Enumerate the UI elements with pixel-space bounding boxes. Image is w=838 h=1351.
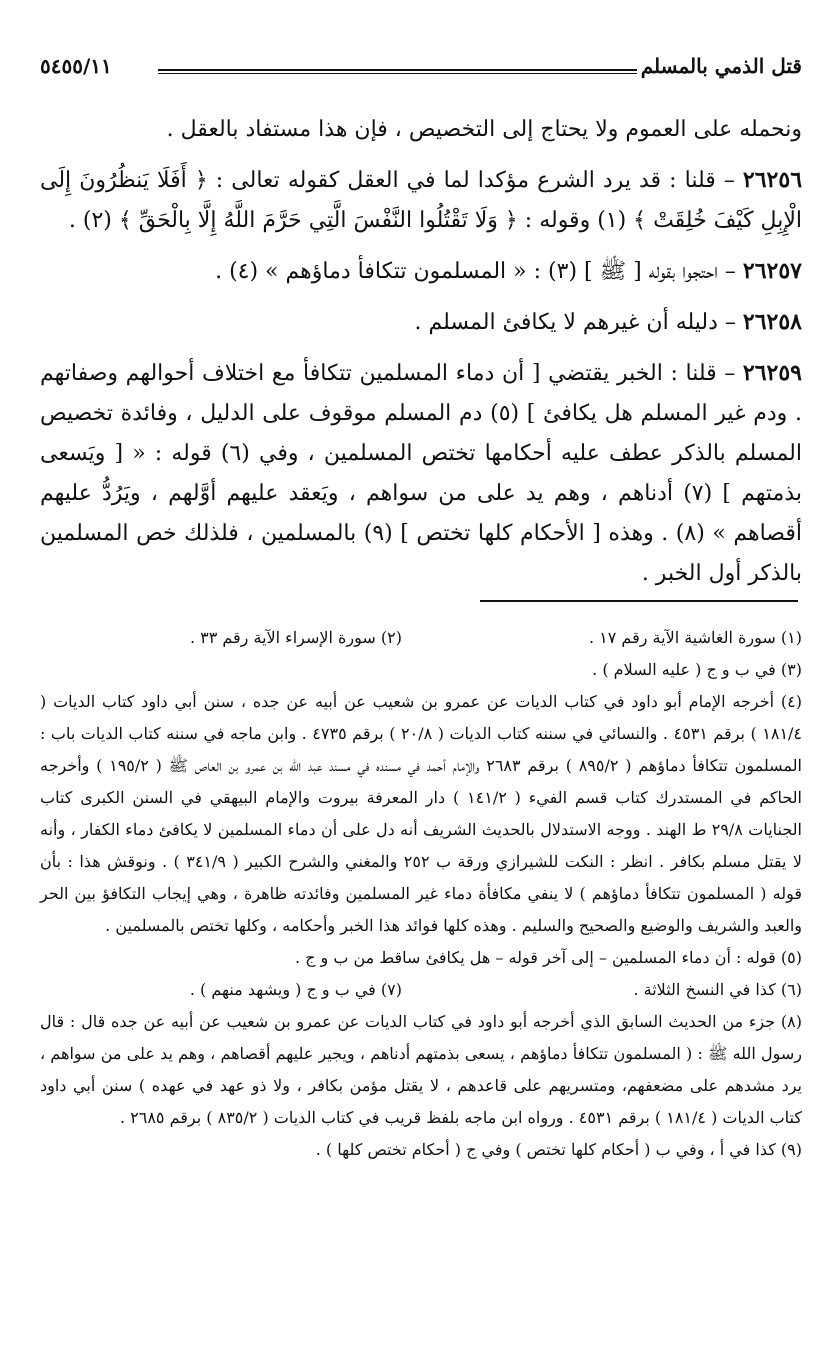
footnote-2: (٢) سورة الإسراء الآية رقم ٣٣ . — [189, 628, 402, 647]
footnote-8: (٨) جزء من الحديث السابق الذي أخرجه أبو داود في كتاب الديات عن عمرو بن شعيب عن أبيه عن جده قال : قال رسول الله ﷺ : ( المسلمون تتكافأ دماؤهم ، يسعى بذمتهم أدناهم ، ويجير عليهم أقصاهم ، وهم يد على من سواهم ، يرد مشدهم على مضعفهم، ومتسريهم على قاعدهم ، لا يقتل مؤمن بكافر ، ولا ذو عهد في عهده ) سنن أبي داود كتاب الديات ( ١٨١/٤ ) برقم ٤٥٣١ . ورواه ابن ماجه بلفظ قريب في كتاب الديات ( ٨٣٥/٢ ) برقم ٢٦٨٥ . — [40, 1012, 802, 1127]
footnote-5: (٥) قوله : أن دماء المسلمين – إلى آخر قوله – هل يكافئ ساقط من ب و ج . — [294, 948, 802, 967]
paragraph-text: – قلنا : قد يرد الشرع مؤكدا لما في العقل كقوله تعالى : ﴿ أَفَلَا يَنظُرُونَ إِلَى الْإِبِلِ كَيْفَ خُلِقَتْ ﴾ (١) وقوله : ﴿ وَلَا تَقْتُلُوا النَّفْسَ الَّتِي حَرَّمَ اللَّهُ إِلَّا بِالْحَقِّ ﴾ (٢) . — [40, 168, 802, 233]
footnotes — [40, 622, 802, 1166]
page-number: ٥٤٥٥/١١ — [40, 54, 112, 78]
footnote-separator — [480, 600, 798, 602]
footnote-9: (٩) كذا في أ ، وفي ب ( أحكام كلها تختص ) وفي ج ( أحكام تختص كلها ) . — [315, 1140, 802, 1159]
paragraph-26257 — [40, 251, 802, 292]
paragraph-26259 — [40, 353, 802, 594]
paragraph-intro: ونحمله على العموم ولا يحتاج إلى التخصيص ، فإن هذا مستفاد بالعقل . — [166, 117, 802, 142]
paragraph-number: ٢٦٢٥٩ — [742, 360, 802, 386]
paragraph-number: ٢٦٢٥٧ — [742, 258, 802, 284]
header-title: قتل الذمي بالمسلم — [640, 54, 802, 78]
footnote-row-6-7 — [40, 974, 802, 1006]
paragraph-text: – قلنا : الخبر يقتضي [ أن دماء المسلمين تتكافأ مع اختلاف أحوالهم وصفاتهم . ودم غير المسلم هل يكافئ ] (٥) دم المسلم موقوف على الدليل ، وفائدة تخصيص المسلم بالذكر عطف عليه أحكامها تختص المسلمين ، وفي (٦) قوله : « [ ويَسعى بذمتهم ] (٧) أدناهم ، وهم يد على من سواهم ، ويَعقد عليهم أوَّلهم ، ويَرُدُّ عليهم أقصاهم » (٨) . وهذه [ الأحكام كلها تختص ] (٩) بالمسلمين ، فلذلك خص المسلمين بالذكر أول الخبر . — [40, 361, 803, 586]
header-rule — [158, 69, 637, 74]
footnote-1: (١) سورة الغاشية الآية رقم ١٧ . — [588, 628, 802, 647]
paragraph-26256 — [40, 160, 802, 241]
footnote-6: (٦) كذا في النسخ الثلاثة . — [633, 980, 802, 999]
footnote-4: (٤) أخرجه الإمام أبو داود في كتاب الديات عن عمرو بن شعيب عن أبيه عن جده ، سنن أبي داود كتاب الديات ( ١٨١/٤ ) برقم ٤٥٣١ . والنسائي في سننه كتاب الديات ( ٢٠/٨ ) برقم ٤٧٣٥ . وابن ماجه في سننه كتاب الديات باب : المسلمون تتكافأ دماؤهم ( ٨٩٥/٢ ) برقم ٢٦٨٣ والإمام أحمد في مسنده في مسند عبد الله بن عمرو بن العاص ﷺ ( ١٩٥/٢ ) وأخرجه الحاكم في المستدرك كتاب قسم الفيء ( ١٤١/٢ ) دار المعرفة بيروت والإمام البيهقي في السنن الكبرى كتاب الجنايات ٢٩/٨ ط الهند . ووجه الاستدلال بالحديث الشريف أنه دل على أن دماء المسلمين لا يكافئ دماء الكفار ، وأنه لا يقتل مسلم بكافر . انظر : النكت للشيرازي ورقة ب ٢٥٢ والمغني والشرح الكبير ( ٣٤١/٩ ) . ونوقش هذا : بأن قوله ( المسلمون تتكافأ دماؤهم ) لا ينفي مكافأة دماء غير المسلمين وفائدته ظاهرة ، وهي إيجاب التكافؤ بين الحر والعبد والشريف والوضيع والصحيح والسليم . وهذه كلها فوائد هذا الخبر وأحكامه ، وكلها تختص بالمسلمين . — [40, 692, 803, 935]
paragraph-number: ٢٦٢٥٨ — [742, 309, 802, 335]
paragraph-number: ٢٦٢٥٦ — [742, 167, 803, 193]
running-header — [40, 54, 802, 90]
main-text — [40, 110, 802, 604]
footnote-3: (٣) في ب و ج ( عليه السلام ) . — [592, 660, 802, 679]
paragraph-text: – احتجوا بقوله [ ﷺ ] (٣) : « المسلمون تتكافأ دماؤهم » (٤) . — [215, 259, 736, 284]
footnote-7: (٧) في ب و ج ( ويشهد منهم ) . — [189, 980, 402, 999]
paragraph-text: – دليله أن غيرهم لا يكافئ المسلم . — [414, 310, 736, 335]
paragraph-26258 — [40, 302, 802, 343]
footnote-row-1-2 — [40, 622, 802, 654]
